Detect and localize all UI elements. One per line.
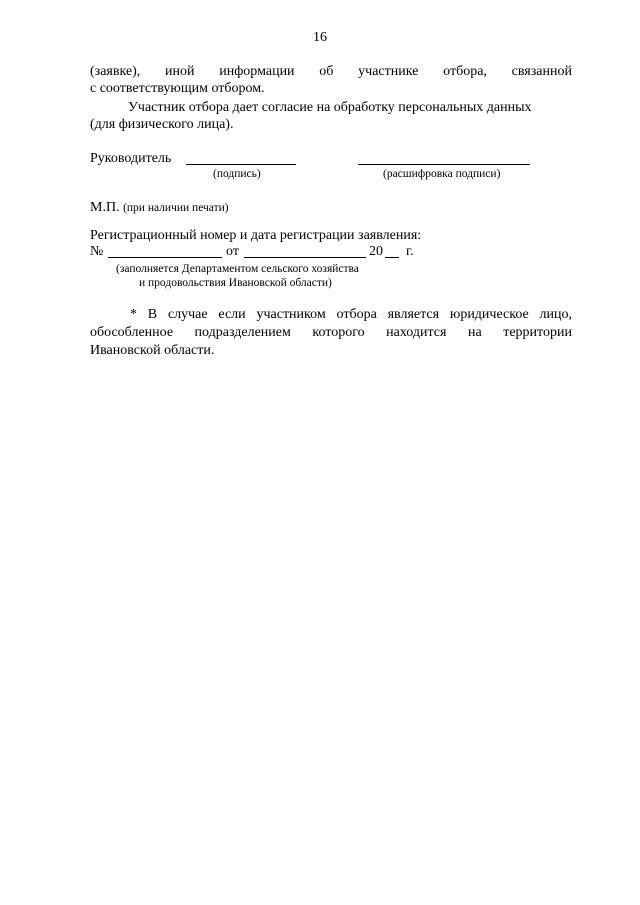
intro-word: (заявке),: [90, 64, 141, 79]
footnote-word: участником: [256, 307, 326, 322]
footnote-word: находится: [386, 325, 447, 340]
footnote-word: случае: [167, 307, 208, 322]
consent-line-1: Участник отбора дает согласие на обработку персональных данных: [128, 100, 532, 115]
intro-word: иной: [165, 64, 195, 79]
footnote-word: В: [147, 307, 158, 322]
footnote-word: лицо,: [539, 307, 572, 322]
stamp-label: М.П.: [90, 200, 120, 215]
footnote-word: обособленное: [90, 325, 174, 340]
intro-word: информации: [219, 64, 295, 79]
number-sign: №: [90, 244, 104, 259]
page-number: 16: [313, 30, 327, 45]
footnote-word: подразделением: [194, 325, 291, 340]
from-word: от: [226, 244, 239, 259]
footnote-word: отбора: [336, 307, 377, 322]
registration-date-line: [244, 257, 366, 258]
registration-number-line: [108, 257, 222, 258]
head-label: Руководитель: [90, 151, 172, 166]
year-line: [385, 257, 399, 258]
stamp-note: (при наличии печати): [123, 202, 229, 214]
registration-note-line-1: (заполняется Департаментом сельского хозяйства: [116, 263, 359, 275]
footnote-word: *: [130, 307, 137, 322]
registration-title: Регистрационный номер и дата регистрации заявления:: [90, 228, 422, 243]
footnote-word: на: [467, 325, 482, 340]
signature-caption: (подпись): [213, 168, 261, 180]
year-suffix: г.: [406, 244, 414, 259]
intro-line-1: [90, 63, 572, 80]
footnote-word: является: [387, 307, 440, 322]
footnote-word: которого: [312, 325, 365, 340]
footnote-word: юридическое: [449, 307, 529, 322]
decode-signature-line: [358, 164, 530, 165]
footnote-word: если: [218, 307, 246, 322]
footnote-line-1: [130, 306, 572, 323]
footnote-line-3: Ивановской области.: [90, 343, 215, 358]
year-prefix: 20: [369, 244, 383, 259]
intro-word: об: [319, 64, 334, 79]
decode-signature-caption: (расшифровка подписи): [383, 168, 501, 180]
stamp-line: [90, 199, 229, 217]
consent-line-2: (для физического лица).: [90, 117, 234, 132]
intro-word: отбора,: [443, 64, 487, 79]
intro-word: связанной: [511, 64, 572, 79]
footnote-word: территории: [503, 325, 572, 340]
footnote-line-2: [90, 324, 572, 341]
registration-note-line-2: и продовольствия Ивановской области): [139, 277, 332, 289]
signature-line: [186, 164, 296, 165]
intro-line-2: с соответствующим отбором.: [90, 81, 265, 96]
intro-word: участнике: [358, 64, 419, 79]
